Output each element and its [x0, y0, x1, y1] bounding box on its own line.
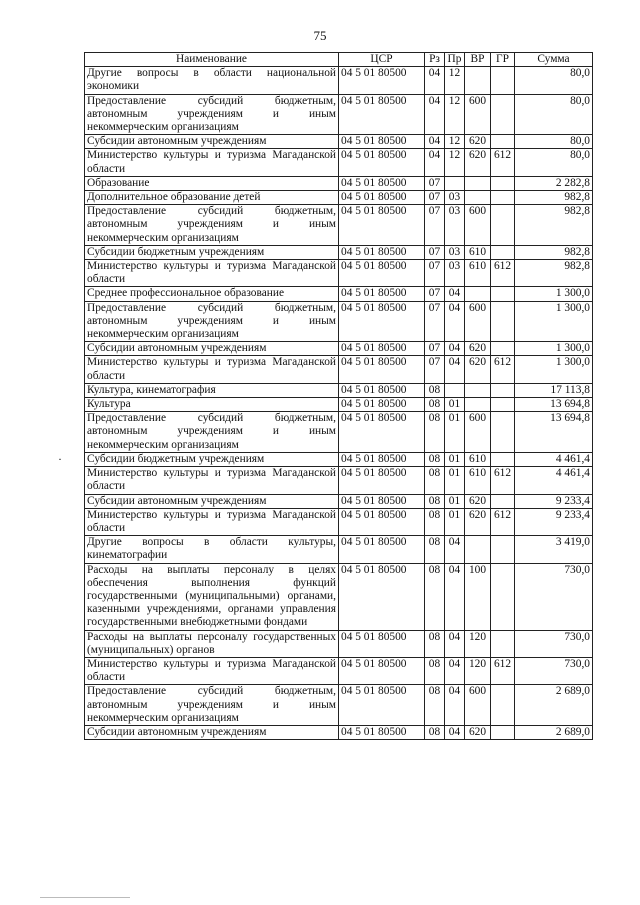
cell-csr: 04 5 01 80500 — [339, 467, 425, 494]
cell-rz: 07 — [425, 176, 445, 190]
cell-sum: 1 300,0 — [515, 287, 593, 301]
cell-name: Предоставление субсидий бюджетным, автономным учреждениям и иным некоммерческим организациям — [85, 301, 339, 342]
cell-pr: 12 — [445, 67, 465, 94]
cell-csr: 04 5 01 80500 — [339, 494, 425, 508]
cell-sum: 730,0 — [515, 630, 593, 657]
cell-gr — [491, 725, 515, 739]
cell-pr: 12 — [445, 135, 465, 149]
cell-sum: 1 300,0 — [515, 356, 593, 383]
cell-gr: 612 — [491, 508, 515, 535]
column-header-rz: Рз — [425, 53, 445, 67]
cell-vr: 610 — [465, 245, 491, 259]
cell-sum: 13 694,8 — [515, 412, 593, 453]
cell-vr — [465, 176, 491, 190]
cell-csr: 04 5 01 80500 — [339, 685, 425, 726]
cell-name: Предоставление субсидий бюджетным, автономным учреждениям и иным некоммерческим организациям — [85, 685, 339, 726]
cell-gr — [491, 398, 515, 412]
cell-name: Расходы на выплаты персоналу в целях обеспечения выполнения функций государственными (муниципальными) органами, казенными учреждениями, органами управления государственными внебюджетными фондами — [85, 563, 339, 630]
cell-pr: 04 — [445, 685, 465, 726]
cell-csr: 04 5 01 80500 — [339, 149, 425, 176]
cell-csr: 04 5 01 80500 — [339, 245, 425, 259]
cell-gr: 612 — [491, 657, 515, 684]
table-row — [85, 657, 593, 684]
cell-csr: 04 5 01 80500 — [339, 287, 425, 301]
cell-name: Другие вопросы в области культуры, кинематографии — [85, 536, 339, 563]
cell-rz: 08 — [425, 452, 445, 466]
cell-csr: 04 5 01 80500 — [339, 94, 425, 135]
table-row — [85, 94, 593, 135]
cell-name: Дополнительное образование детей — [85, 191, 339, 205]
table-row — [85, 494, 593, 508]
cell-rz: 08 — [425, 630, 445, 657]
cell-sum: 9 233,4 — [515, 508, 593, 535]
cell-vr: 600 — [465, 301, 491, 342]
cell-sum: 9 233,4 — [515, 494, 593, 508]
cell-csr: 04 5 01 80500 — [339, 452, 425, 466]
cell-rz: 08 — [425, 685, 445, 726]
cell-sum: 80,0 — [515, 67, 593, 94]
cell-pr: 12 — [445, 94, 465, 135]
cell-name: Среднее профессиональное образование — [85, 287, 339, 301]
column-header-gr: ГР — [491, 53, 515, 67]
cell-sum: 982,8 — [515, 191, 593, 205]
cell-pr: 04 — [445, 342, 465, 356]
table-row — [85, 398, 593, 412]
cell-csr: 04 5 01 80500 — [339, 260, 425, 287]
table-row — [85, 205, 593, 246]
table-row — [85, 356, 593, 383]
cell-pr — [445, 176, 465, 190]
cell-vr: 600 — [465, 685, 491, 726]
cell-name: Другие вопросы в области национальной экономики — [85, 67, 339, 94]
table-row — [85, 452, 593, 466]
cell-pr: 04 — [445, 725, 465, 739]
cell-name: Субсидии автономным учреждениям — [85, 725, 339, 739]
cell-vr: 120 — [465, 630, 491, 657]
cell-rz: 07 — [425, 287, 445, 301]
cell-gr — [491, 383, 515, 397]
cell-pr: 12 — [445, 149, 465, 176]
table-row — [85, 149, 593, 176]
cell-csr: 04 5 01 80500 — [339, 301, 425, 342]
column-header-pr: Пр — [445, 53, 465, 67]
cell-pr: 01 — [445, 398, 465, 412]
cell-vr: 620 — [465, 135, 491, 149]
cell-pr: 04 — [445, 563, 465, 630]
cell-pr: 03 — [445, 205, 465, 246]
cell-rz: 07 — [425, 260, 445, 287]
cell-name: Расходы на выплаты персоналу государственных (муниципальных) органов — [85, 630, 339, 657]
table-row — [85, 287, 593, 301]
cell-rz: 08 — [425, 467, 445, 494]
cell-rz: 08 — [425, 536, 445, 563]
column-header-csr: ЦСР — [339, 53, 425, 67]
cell-gr — [491, 685, 515, 726]
cell-gr — [491, 342, 515, 356]
cell-csr: 04 5 01 80500 — [339, 342, 425, 356]
cell-gr — [491, 205, 515, 246]
table-row — [85, 260, 593, 287]
cell-name: Министерство культуры и туризма Магаданской области — [85, 657, 339, 684]
table-row — [85, 630, 593, 657]
cell-gr: 612 — [491, 467, 515, 494]
cell-vr: 610 — [465, 260, 491, 287]
cell-vr: 600 — [465, 412, 491, 453]
cell-name: Министерство культуры и туризма Магаданской области — [85, 356, 339, 383]
cell-rz: 07 — [425, 301, 445, 342]
budget-table — [84, 52, 593, 740]
cell-vr: 100 — [465, 563, 491, 630]
table-row — [85, 508, 593, 535]
cell-sum: 3 419,0 — [515, 536, 593, 563]
cell-sum: 730,0 — [515, 657, 593, 684]
cell-rz: 08 — [425, 657, 445, 684]
table-row — [85, 67, 593, 94]
cell-vr — [465, 398, 491, 412]
cell-vr: 620 — [465, 508, 491, 535]
table-row — [85, 176, 593, 190]
cell-vr: 620 — [465, 494, 491, 508]
cell-name: Министерство культуры и туризма Магаданской области — [85, 260, 339, 287]
cell-rz: 08 — [425, 508, 445, 535]
table-row — [85, 135, 593, 149]
cell-gr — [491, 412, 515, 453]
cell-name: Субсидии бюджетным учреждениям — [85, 245, 339, 259]
cell-vr: 620 — [465, 356, 491, 383]
cell-rz: 08 — [425, 398, 445, 412]
cell-gr — [491, 94, 515, 135]
table-row — [85, 467, 593, 494]
cell-csr: 04 5 01 80500 — [339, 630, 425, 657]
cell-rz: 04 — [425, 149, 445, 176]
cell-rz: 07 — [425, 205, 445, 246]
cell-name: Субсидии бюджетным учреждениям — [85, 452, 339, 466]
cell-pr: 01 — [445, 452, 465, 466]
column-header-name: Наименование — [85, 53, 339, 67]
cell-sum: 2 689,0 — [515, 725, 593, 739]
cell-name: Предоставление субсидий бюджетным, автономным учреждениям и иным некоммерческим организациям — [85, 94, 339, 135]
cell-csr: 04 5 01 80500 — [339, 176, 425, 190]
cell-csr: 04 5 01 80500 — [339, 563, 425, 630]
cell-rz: 08 — [425, 412, 445, 453]
cell-sum: 982,8 — [515, 260, 593, 287]
cell-sum: 982,8 — [515, 205, 593, 246]
cell-rz: 07 — [425, 356, 445, 383]
cell-gr — [491, 536, 515, 563]
cell-name: Культура — [85, 398, 339, 412]
cell-rz: 04 — [425, 135, 445, 149]
cell-name: Предоставление субсидий бюджетным, автономным учреждениям и иным некоммерческим организациям — [85, 412, 339, 453]
cell-pr: 04 — [445, 356, 465, 383]
cell-pr: 04 — [445, 657, 465, 684]
cell-name: Субсидии автономным учреждениям — [85, 494, 339, 508]
table-row — [85, 563, 593, 630]
table-row — [85, 685, 593, 726]
cell-vr: 620 — [465, 725, 491, 739]
column-header-sum: Сумма — [515, 53, 593, 67]
cell-rz: 07 — [425, 245, 445, 259]
cell-pr: 03 — [445, 260, 465, 287]
cell-sum: 17 113,8 — [515, 383, 593, 397]
cell-pr: 04 — [445, 536, 465, 563]
margin-mark: · — [58, 452, 62, 466]
cell-sum: 1 300,0 — [515, 342, 593, 356]
table-row — [85, 383, 593, 397]
cell-vr: 610 — [465, 452, 491, 466]
cell-name: Предоставление субсидий бюджетным, автономным учреждениям и иным некоммерческим организациям — [85, 205, 339, 246]
footer-rule — [40, 897, 130, 898]
cell-sum: 2 689,0 — [515, 685, 593, 726]
cell-vr — [465, 191, 491, 205]
table-row — [85, 245, 593, 259]
cell-rz: 08 — [425, 725, 445, 739]
column-header-vr: ВР — [465, 53, 491, 67]
cell-csr: 04 5 01 80500 — [339, 508, 425, 535]
cell-sum: 13 694,8 — [515, 398, 593, 412]
cell-name: Образование — [85, 176, 339, 190]
cell-sum: 80,0 — [515, 94, 593, 135]
cell-csr: 04 5 01 80500 — [339, 398, 425, 412]
cell-rz: 08 — [425, 563, 445, 630]
cell-vr — [465, 287, 491, 301]
cell-sum: 80,0 — [515, 149, 593, 176]
cell-csr: 04 5 01 80500 — [339, 67, 425, 94]
cell-csr: 04 5 01 80500 — [339, 536, 425, 563]
table-row — [85, 725, 593, 739]
cell-pr: 04 — [445, 301, 465, 342]
cell-rz: 04 — [425, 67, 445, 94]
cell-gr — [491, 301, 515, 342]
table-row — [85, 412, 593, 453]
cell-vr: 610 — [465, 467, 491, 494]
cell-name: Министерство культуры и туризма Магаданской области — [85, 467, 339, 494]
cell-sum: 982,8 — [515, 245, 593, 259]
cell-rz: 04 — [425, 94, 445, 135]
cell-csr: 04 5 01 80500 — [339, 191, 425, 205]
cell-gr: 612 — [491, 260, 515, 287]
cell-pr: 03 — [445, 191, 465, 205]
cell-gr — [491, 67, 515, 94]
cell-gr — [491, 630, 515, 657]
cell-gr — [491, 452, 515, 466]
cell-gr — [491, 245, 515, 259]
cell-pr: 01 — [445, 467, 465, 494]
table-row — [85, 536, 593, 563]
cell-gr — [491, 176, 515, 190]
cell-gr — [491, 563, 515, 630]
cell-sum: 4 461,4 — [515, 467, 593, 494]
cell-csr: 04 5 01 80500 — [339, 383, 425, 397]
cell-name: Министерство культуры и туризма Магаданской области — [85, 508, 339, 535]
cell-gr — [491, 287, 515, 301]
cell-rz: 07 — [425, 191, 445, 205]
cell-sum: 1 300,0 — [515, 301, 593, 342]
cell-name: Культура, кинематография — [85, 383, 339, 397]
cell-gr — [491, 191, 515, 205]
table-header-row — [85, 53, 593, 67]
cell-name: Министерство культуры и туризма Магаданской области — [85, 149, 339, 176]
cell-pr: 01 — [445, 508, 465, 535]
cell-pr: 03 — [445, 245, 465, 259]
table-body — [85, 67, 593, 740]
cell-pr: 04 — [445, 287, 465, 301]
cell-rz: 08 — [425, 494, 445, 508]
cell-name: Субсидии автономным учреждениям — [85, 135, 339, 149]
cell-csr: 04 5 01 80500 — [339, 657, 425, 684]
cell-gr: 612 — [491, 149, 515, 176]
cell-gr — [491, 494, 515, 508]
cell-vr — [465, 536, 491, 563]
cell-sum: 4 461,4 — [515, 452, 593, 466]
cell-vr: 600 — [465, 205, 491, 246]
cell-name: Субсидии автономным учреждениям — [85, 342, 339, 356]
cell-pr — [445, 383, 465, 397]
cell-gr: 612 — [491, 356, 515, 383]
cell-pr: 04 — [445, 630, 465, 657]
table-row — [85, 342, 593, 356]
cell-csr: 04 5 01 80500 — [339, 725, 425, 739]
cell-csr: 04 5 01 80500 — [339, 205, 425, 246]
cell-vr: 620 — [465, 342, 491, 356]
cell-rz: 07 — [425, 342, 445, 356]
cell-gr — [491, 135, 515, 149]
cell-vr — [465, 67, 491, 94]
cell-vr — [465, 383, 491, 397]
cell-sum: 80,0 — [515, 135, 593, 149]
cell-sum: 730,0 — [515, 563, 593, 630]
cell-sum: 2 282,8 — [515, 176, 593, 190]
cell-vr: 620 — [465, 149, 491, 176]
cell-vr: 600 — [465, 94, 491, 135]
cell-csr: 04 5 01 80500 — [339, 135, 425, 149]
table-row — [85, 301, 593, 342]
cell-vr: 120 — [465, 657, 491, 684]
page-number: 75 — [313, 28, 327, 43]
cell-pr: 01 — [445, 412, 465, 453]
cell-csr: 04 5 01 80500 — [339, 356, 425, 383]
table-row — [85, 191, 593, 205]
cell-rz: 08 — [425, 383, 445, 397]
cell-csr: 04 5 01 80500 — [339, 412, 425, 453]
cell-pr: 01 — [445, 494, 465, 508]
